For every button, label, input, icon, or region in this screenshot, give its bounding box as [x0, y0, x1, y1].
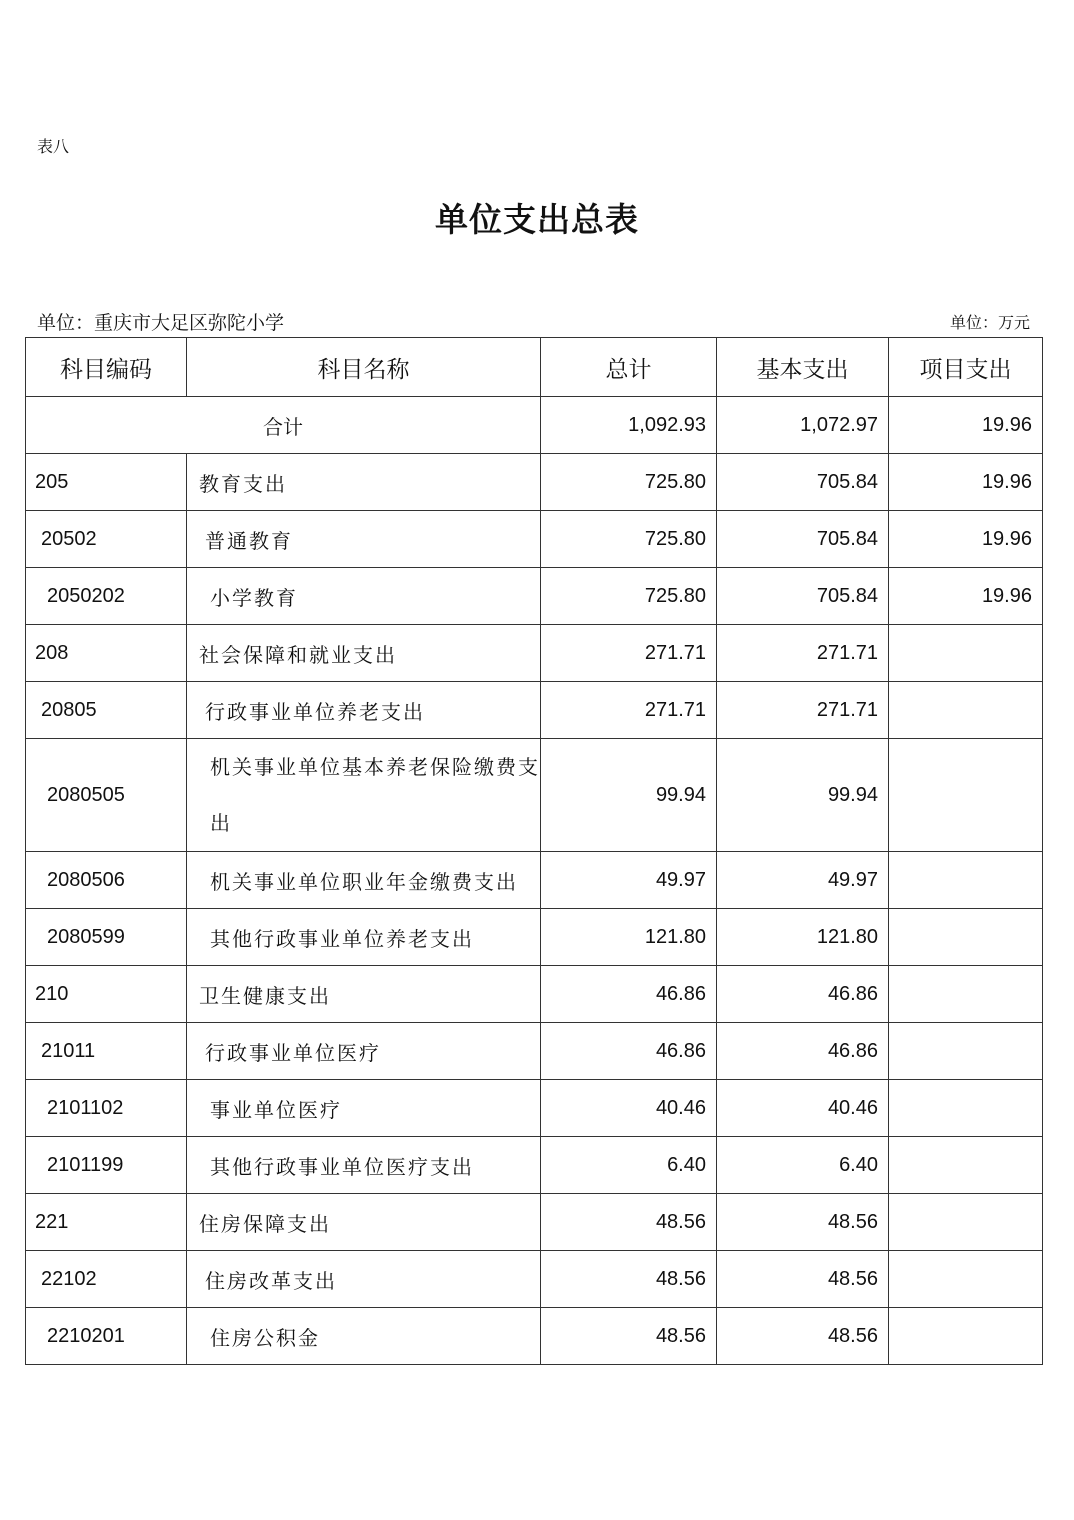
- name-cell: 住房保障支出: [187, 1194, 541, 1251]
- organization-unit: 单位：重庆市大足区弥陀小学: [37, 312, 285, 334]
- page-title: 单位支出总表: [435, 200, 639, 239]
- code-cell: 21011: [26, 1023, 187, 1080]
- project-cell: 19.96: [889, 454, 1043, 511]
- basic-cell: 271.71: [717, 625, 889, 682]
- total-cell: 271.71: [541, 625, 717, 682]
- basic-cell: 6.40: [717, 1137, 889, 1194]
- project-cell: [889, 625, 1043, 682]
- basic-cell: 705.84: [717, 454, 889, 511]
- total-cell: 46.86: [541, 1023, 717, 1080]
- total-cell: 48.56: [541, 1308, 717, 1365]
- basic-cell: 121.80: [717, 909, 889, 966]
- basic-cell: 705.84: [717, 568, 889, 625]
- name-cell: 其他行政事业单位养老支出: [187, 909, 541, 966]
- project-cell: 19.96: [889, 568, 1043, 625]
- basic-cell: 705.84: [717, 511, 889, 568]
- total-label: 合计: [26, 397, 541, 454]
- project-cell: [889, 1251, 1043, 1308]
- column-header-code: 科目编码: [26, 338, 187, 397]
- code-cell: 22102: [26, 1251, 187, 1308]
- table-row: [26, 1308, 1043, 1365]
- name-cell: 小学教育: [187, 568, 541, 625]
- name-cell: 机关事业单位职业年金缴费支出: [187, 852, 541, 909]
- project-cell: [889, 682, 1043, 739]
- column-header-basic: 基本支出: [717, 338, 889, 397]
- table-row: [26, 1194, 1043, 1251]
- basic-cell: 99.94: [717, 739, 889, 852]
- name-cell: 卫生健康支出: [187, 966, 541, 1023]
- code-cell: 2080599: [26, 909, 187, 966]
- column-header-total: 总计: [541, 338, 717, 397]
- total-cell: 725.80: [541, 568, 717, 625]
- table-row: [26, 682, 1043, 739]
- table-row: [26, 1080, 1043, 1137]
- table-row: [26, 625, 1043, 682]
- basic-cell: 46.86: [717, 966, 889, 1023]
- project-cell: [889, 1023, 1043, 1080]
- code-cell: 2080505: [26, 739, 187, 852]
- total-cell: 725.80: [541, 511, 717, 568]
- total-cell: 49.97: [541, 852, 717, 909]
- project-cell: [889, 909, 1043, 966]
- table-row: [26, 852, 1043, 909]
- total-cell: 99.94: [541, 739, 717, 852]
- table-number-label: 表八: [37, 137, 70, 156]
- column-header-name: 科目名称: [187, 338, 541, 397]
- project-cell: [889, 1137, 1043, 1194]
- project-cell: [889, 739, 1043, 852]
- total-cell: 725.80: [541, 454, 717, 511]
- table-row: [26, 909, 1043, 966]
- code-cell: 2080506: [26, 852, 187, 909]
- total-cell: 121.80: [541, 909, 717, 966]
- project-cell: [889, 966, 1043, 1023]
- project-cell: [889, 852, 1043, 909]
- table-row: [26, 1137, 1043, 1194]
- name-cell: 教育支出: [187, 454, 541, 511]
- project-cell: [889, 1080, 1043, 1137]
- name-cell: 行政事业单位养老支出: [187, 682, 541, 739]
- total-cell: 1,092.93: [541, 397, 717, 454]
- project-cell: 19.96: [889, 511, 1043, 568]
- basic-cell: 40.46: [717, 1080, 889, 1137]
- code-cell: 2050202: [26, 568, 187, 625]
- total-cell: 6.40: [541, 1137, 717, 1194]
- table-row: [26, 511, 1043, 568]
- table-row: [26, 966, 1043, 1023]
- name-cell: 行政事业单位医疗: [187, 1023, 541, 1080]
- code-cell: 208: [26, 625, 187, 682]
- table-row: [26, 1023, 1043, 1080]
- basic-cell: 46.86: [717, 1023, 889, 1080]
- table-row: [26, 568, 1043, 625]
- code-cell: 20805: [26, 682, 187, 739]
- table-header-row: [26, 338, 1043, 397]
- name-cell: 普通教育: [187, 511, 541, 568]
- total-cell: 271.71: [541, 682, 717, 739]
- basic-cell: 271.71: [717, 682, 889, 739]
- basic-cell: 1,072.97: [717, 397, 889, 454]
- project-cell: 19.96: [889, 397, 1043, 454]
- name-cell: 其他行政事业单位医疗支出: [187, 1137, 541, 1194]
- basic-cell: 48.56: [717, 1308, 889, 1365]
- project-cell: [889, 1194, 1043, 1251]
- name-cell: 社会保障和就业支出: [187, 625, 541, 682]
- code-cell: 205: [26, 454, 187, 511]
- code-cell: 2210201: [26, 1308, 187, 1365]
- code-cell: 2101102: [26, 1080, 187, 1137]
- name-cell: 机关事业单位基本养老保险缴费支出: [187, 739, 541, 852]
- expenditure-table: [25, 337, 1043, 1365]
- table-row: [26, 1251, 1043, 1308]
- basic-cell: 49.97: [717, 852, 889, 909]
- name-cell: 住房公积金: [187, 1308, 541, 1365]
- project-cell: [889, 1308, 1043, 1365]
- name-cell: 事业单位医疗: [187, 1080, 541, 1137]
- measure-unit: 单位：万元: [949, 313, 1030, 332]
- total-row: [26, 397, 1043, 454]
- column-header-project: 项目支出: [889, 338, 1043, 397]
- basic-cell: 48.56: [717, 1194, 889, 1251]
- basic-cell: 48.56: [717, 1251, 889, 1308]
- total-cell: 40.46: [541, 1080, 717, 1137]
- table-row: [26, 454, 1043, 511]
- total-cell: 48.56: [541, 1194, 717, 1251]
- table-row: [26, 739, 1043, 852]
- total-cell: 46.86: [541, 966, 717, 1023]
- code-cell: 2101199: [26, 1137, 187, 1194]
- code-cell: 221: [26, 1194, 187, 1251]
- name-cell: 住房改革支出: [187, 1251, 541, 1308]
- code-cell: 20502: [26, 511, 187, 568]
- code-cell: 210: [26, 966, 187, 1023]
- total-cell: 48.56: [541, 1251, 717, 1308]
